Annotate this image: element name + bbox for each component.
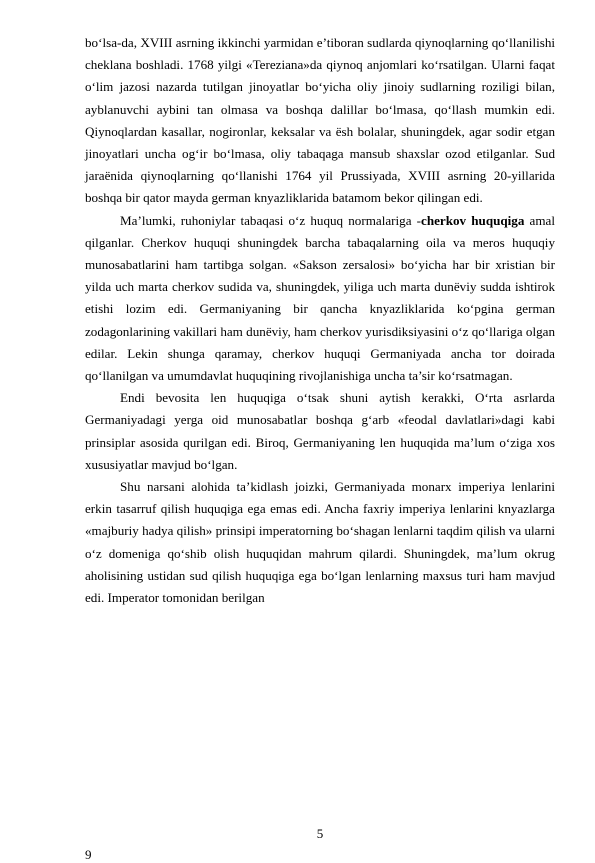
paragraph-4: Shu narsani alohida ta’kidlash joizki, Germaniyada monarx imperiya lenlarini erkin tasarruf qilish huquqiga ega emas edi. Ancha faxriy imperiya lenlarini knyazlarga «majburiy hadya qilish» prinsipi imperatorning bo‘shagan lenlarni taqdim qilish va ularni o‘z domeniga qo‘shib olish huquqidan mahrum qilardi. Shuningdek, ma’lum okrug aholisining ustidan sud qilish huquqiga ega bo‘lgan lenlarning maxsus turi ham mavjud edi. Imperator tomonidan berilgan (85, 479, 555, 606)
page-number: 5 (316, 826, 324, 841)
body-text (85, 32, 555, 609)
paragraph-2-bold-term: cherkov huquqiga (421, 212, 525, 228)
footer-number: 9 (85, 847, 92, 862)
paragraph-3: Endi bevosita len huquqiga o‘tsak shuni aytish kerakki, O‘rta asrlarda Germaniyadagi yerga oid munosabatlar boshqa g‘arb «feodal davlatlari»dagi kabi prinsiplar asosida qurilgan edi. Biroq, Germaniyaning len huquqida ma’lum o‘ziga xos xususiyatlar mavjud bo‘lgan. (85, 390, 555, 472)
paragraph-2-rest: amal qilganlar. Cherkov huquqi shuningdek barcha tabaqalarning oila va meros huquqiy munosabatlarini ham tartibga solgan. «Sakson zersalosi» bo‘yicha har bir xristian bir yilda uch marta cherkov sudida va, shuningdek, yiliga uch marta dunёviy sudda ishtirok etishi lozim edi. Germaniyaning bir qancha knyazliklarida ko‘pgina german zodagonlarining vakillari ham dunёviy, ham cherkov yurisdiksiyasini o‘z qo‘llariga olgan edilar. Lekin shunga qaramay, cherkov huquqi Germaniyada ancha tor doirada qo‘llanilgan va umumdavlat huquqining rivojlanishiga uncha ta’sir ko‘rsatmagan. (85, 212, 555, 384)
paragraph-2-start: Ma’lumki, ruhoniylar tabaqasi o‘z huquq normalariga - (120, 212, 422, 228)
paragraph-2 (85, 210, 555, 388)
paragraph-1: bo‘lsa-da, XVIII asrning ikkinchi yarmidan e’tiboran sudlarda qiynoqlarning qo‘llanilishi cheklana boshladi. 1768 yilgi «Tereziana»da qiynoq anjomlari ko‘rsatilgan. Ularni faqat o‘lim jazosi nazarda tutilgan jinoyatlar bo‘yicha oliy jinoiy sudlarning roziligi bilan, ayblanuvchi aybini tan olmasa va boshqa dalillar bo‘lmasa, qo‘llash mumkin edi. Qiynoqlardan kasallar, nogironlar, keksalar va ёsh bolalar, shuningdek, agar sodir etgan jinoyatlari uncha og‘ir bo‘lmasa, oliy tabaqaga mansub shaxslar ozod etilganlar. Sud jaraёnida qiynoqlarning qo‘llanishi 1764 yil Prussiyada, XVIII asrning 20-yillarida boshqa bir qator mayda german knyazliklarida batamom bekor qilingan edi. (85, 35, 555, 206)
